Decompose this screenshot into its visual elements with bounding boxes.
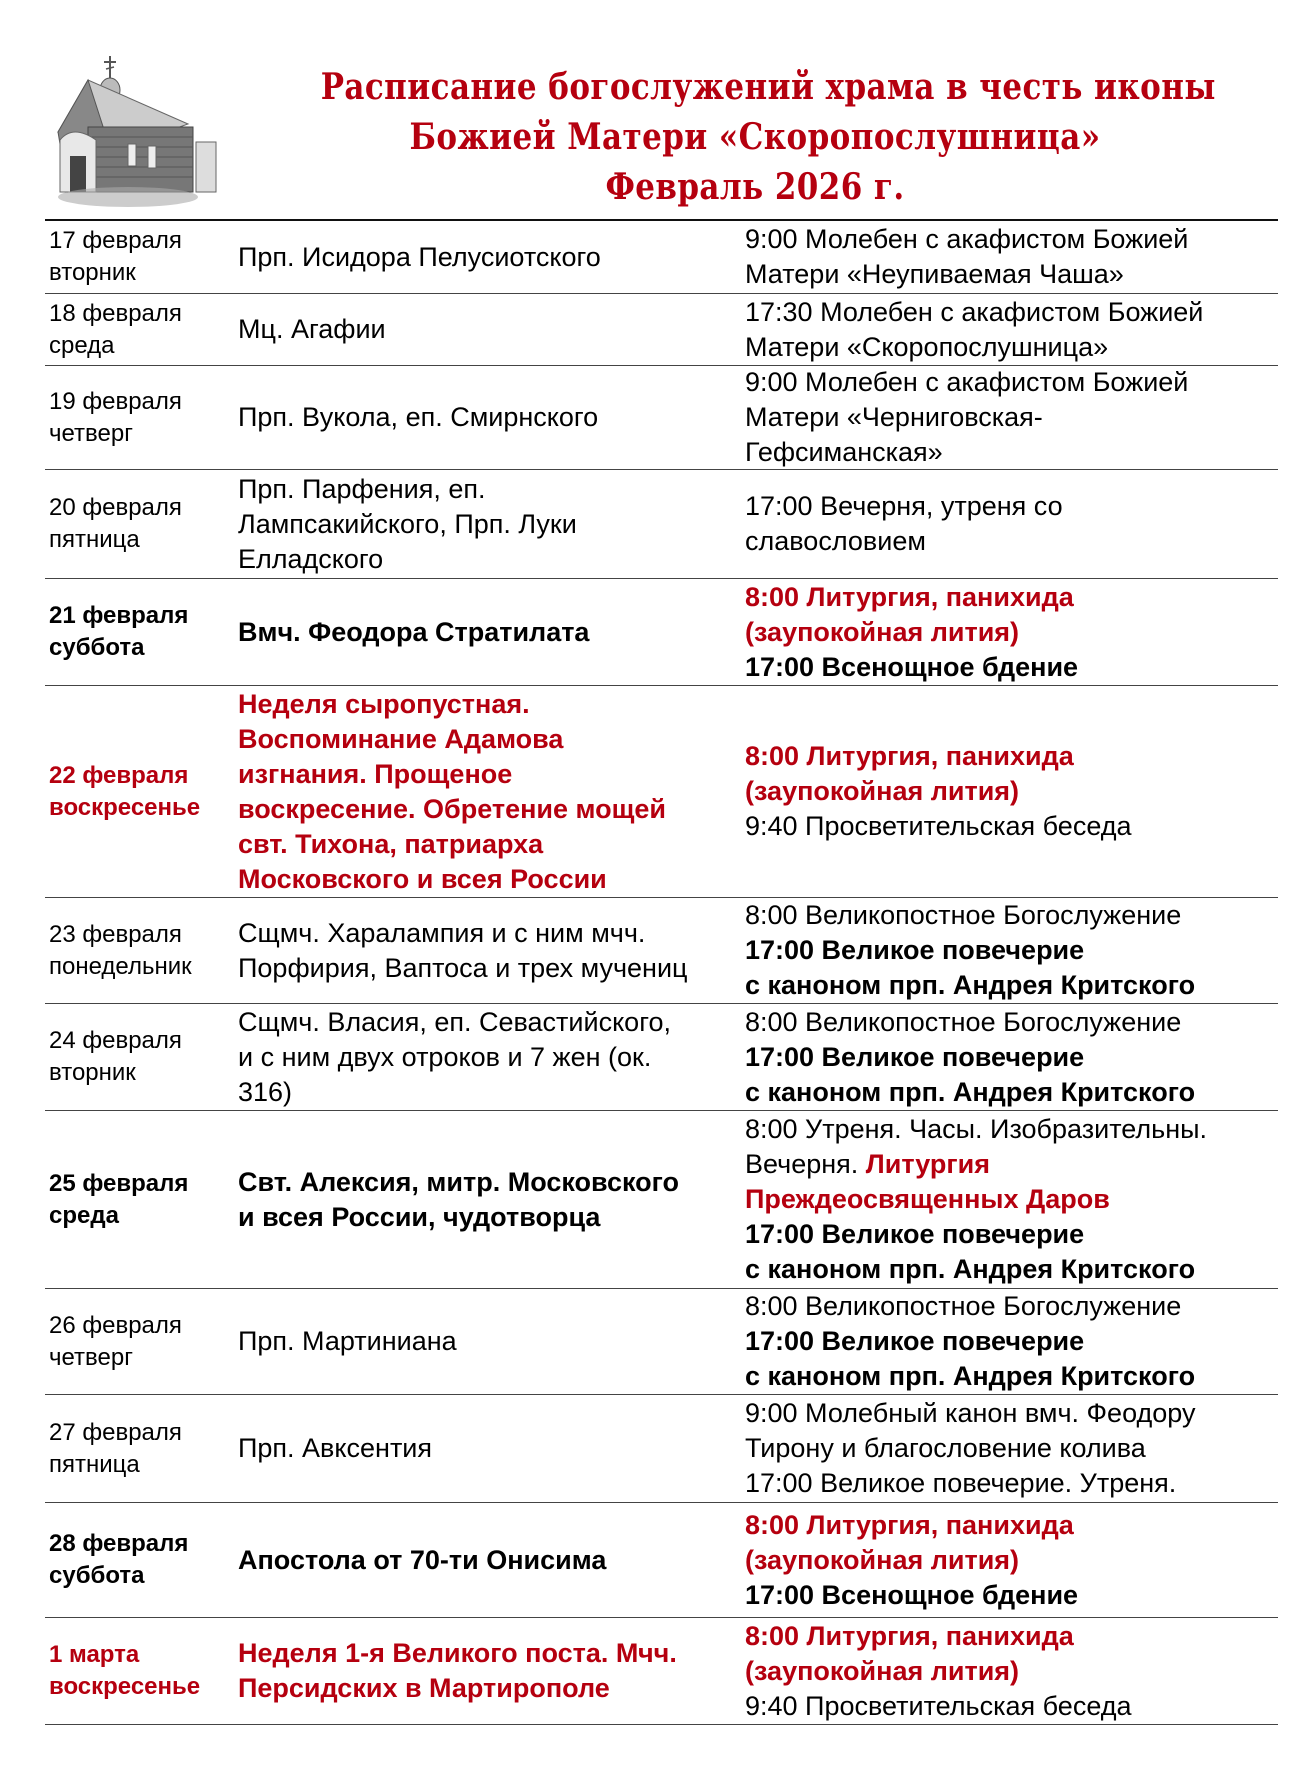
service-line <box>745 1252 1275 1287</box>
service-line <box>745 1619 1275 1654</box>
service-line <box>745 400 1275 435</box>
service-line <box>745 580 1275 615</box>
date-cell <box>49 898 234 1003</box>
service-line <box>745 1217 1275 1252</box>
date-label: 17 февраля <box>49 227 182 254</box>
services-cell <box>745 470 1275 578</box>
service-text: Матери «Неупиваемая Чаша» <box>745 259 1124 289</box>
service-text: 17:30 Молебен с акафистом Божией <box>745 296 1204 327</box>
commemoration-cell <box>238 294 738 365</box>
date-cell <box>49 1618 234 1724</box>
commemoration-line: Прп. Парфения, еп. <box>238 473 486 504</box>
weekday-label: среда <box>49 1201 119 1229</box>
service-line <box>745 1289 1275 1324</box>
date-label: 19 февраля <box>49 387 182 415</box>
service-text: 17:00 Великое повечерие. Утреня. <box>745 1468 1177 1498</box>
date-cell <box>49 1111 234 1288</box>
service-line <box>745 1040 1275 1075</box>
date-cell <box>49 1503 234 1617</box>
commemoration-line: Сщмч. Власия, еп. Севастийского, <box>238 1006 671 1037</box>
service-text: (заупокойная лития) <box>745 1544 1020 1575</box>
commemoration-cell <box>238 1111 738 1288</box>
service-line <box>745 739 1275 774</box>
weekday-label: понедельник <box>49 952 192 980</box>
service-line <box>745 1075 1275 1110</box>
table-row <box>45 1004 1278 1111</box>
church-illustration <box>48 52 228 212</box>
weekday-label: пятница <box>49 1450 140 1478</box>
commemoration-line: Неделя сыропустная. <box>238 688 530 719</box>
date-cell <box>49 1289 234 1394</box>
table-row <box>45 579 1278 686</box>
commemoration-line: Сщмч. Харалампия и с ним мчч. <box>238 917 646 948</box>
service-text: Матери «Черниговская- <box>745 402 1043 432</box>
commemoration-cell <box>238 1618 738 1724</box>
services-cell <box>745 294 1275 365</box>
service-line <box>745 1396 1275 1431</box>
page-title <box>320 62 1216 212</box>
service-text: 8:00 Литургия, панихида <box>745 1509 1074 1540</box>
weekday-label: вторник <box>49 259 136 286</box>
service-line <box>745 524 1275 559</box>
commemoration-cell <box>238 366 738 469</box>
services-cell <box>745 1289 1275 1394</box>
title-line: Божией Матери «Скоропослушница» <box>409 116 1101 158</box>
service-text: с каноном прп. Андрея Критского <box>745 970 1196 1000</box>
service-text: Тирону и благословение колива <box>745 1433 1146 1463</box>
service-text-highlight: Литургия <box>865 1149 990 1179</box>
service-line <box>745 1578 1275 1613</box>
commemoration-line: Порфирия, Ваптоса и трех мучениц <box>238 952 688 983</box>
commemoration-line: Прп. Вукола, еп. Смирнского <box>238 402 599 432</box>
date-cell <box>49 470 234 578</box>
service-text: 17:00 Всенощное бдение <box>745 1579 1079 1610</box>
service-line <box>745 295 1275 330</box>
service-text: (заупокойная лития) <box>745 616 1020 647</box>
service-text: 17:00 Вечерня, утреня со <box>745 491 1063 521</box>
service-line <box>745 489 1275 524</box>
commemoration-line: Прп. Мартиниана <box>238 1326 457 1356</box>
service-line <box>745 650 1275 685</box>
title-line: Февраль 2026 г. <box>605 166 905 208</box>
service-line <box>745 1005 1275 1040</box>
page-header <box>0 0 1314 219</box>
service-line <box>745 1359 1275 1394</box>
weekday-label: четверг <box>49 1343 133 1371</box>
service-line <box>745 1543 1275 1578</box>
services-cell <box>745 1395 1275 1502</box>
date-label: 18 февраля <box>49 299 182 327</box>
service-line <box>745 809 1275 844</box>
commemoration-line: и всея России, чудотворца <box>238 1201 601 1232</box>
service-text: 8:00 Великопостное Богослужение <box>745 1291 1182 1321</box>
service-text: с каноном прп. Андрея Критского <box>745 1361 1196 1391</box>
services-cell <box>745 579 1275 685</box>
date-label: 22 февраля <box>49 761 189 789</box>
date-cell <box>49 1004 234 1110</box>
weekday-label: пятница <box>49 526 140 553</box>
weekday-label: вторник <box>49 1059 136 1086</box>
service-line <box>745 898 1275 933</box>
service-text: 8:00 Литургия, панихида <box>745 741 1074 771</box>
service-line <box>745 774 1275 809</box>
services-cell <box>745 686 1275 897</box>
table-row <box>45 1503 1278 1618</box>
service-text: 9:00 Молебен с акафистом Божией <box>745 367 1189 397</box>
service-text: 17:00 Всенощное бдение <box>745 651 1079 682</box>
table-row <box>45 221 1278 294</box>
service-text: 9:40 Просветительская беседа <box>745 811 1132 841</box>
table-row <box>45 1111 1278 1289</box>
commemoration-cell <box>238 221 738 293</box>
date-label: 26 февраля <box>49 1311 182 1339</box>
service-text: 9:00 Молебный канон вмч. Феодору <box>745 1398 1196 1428</box>
commemoration-line: 316) <box>238 1076 293 1107</box>
commemoration-line: и с ним двух отроков и 7 жен (ок. <box>238 1041 652 1072</box>
service-line <box>745 1654 1275 1689</box>
table-row <box>45 1618 1278 1725</box>
table-row <box>45 470 1278 579</box>
services-cell <box>745 221 1275 293</box>
service-line <box>745 968 1275 1003</box>
weekday-label: воскресенье <box>49 793 201 821</box>
service-text: 17:00 Великое повечерие <box>745 1326 1085 1356</box>
services-cell <box>745 366 1275 469</box>
date-label: 24 февраля <box>49 1027 182 1054</box>
table-row <box>45 686 1278 898</box>
weekday-label: четверг <box>49 419 133 447</box>
commemoration-line: Персидских в Мартирополе <box>238 1673 610 1703</box>
commemoration-line: Прп. Авксентия <box>238 1433 433 1463</box>
service-text: 8:00 Великопостное Богослужение <box>745 1006 1182 1037</box>
date-label: 27 февраля <box>49 1418 182 1446</box>
service-text: славословием <box>745 526 926 556</box>
service-line <box>745 1182 1275 1217</box>
service-text: с каноном прп. Андрея Критского <box>745 1076 1196 1107</box>
table-row <box>45 294 1278 366</box>
commemoration-cell <box>238 898 738 1003</box>
date-cell <box>49 1395 234 1502</box>
service-text: 8:00 Утреня. Часы. Изобразительны. <box>745 1114 1208 1144</box>
service-text: 17:00 Великое повечерие <box>745 935 1085 965</box>
commemoration-line: Вмч. Феодора Стратилата <box>238 616 590 647</box>
commemoration-cell <box>238 1503 738 1617</box>
commemoration-line: изгнания. Прощеное <box>238 758 513 789</box>
services-cell <box>745 1004 1275 1110</box>
service-line <box>745 330 1275 365</box>
service-line <box>745 1431 1275 1466</box>
commemoration-cell <box>238 1395 738 1502</box>
date-cell <box>49 366 234 469</box>
service-text: 9:40 Просветительская беседа <box>745 1690 1132 1721</box>
date-cell <box>49 294 234 365</box>
service-text: (заупокойная лития) <box>745 776 1020 806</box>
date-label: 1 марта <box>49 1641 140 1668</box>
service-line <box>745 1508 1275 1543</box>
commemoration-line: Елладского <box>238 543 384 574</box>
service-text: Матери «Скоропослушница» <box>745 331 1109 362</box>
date-cell <box>49 579 234 685</box>
table-row <box>45 898 1278 1004</box>
commemoration-line: Свт. Алексия, митр. Московского <box>238 1166 679 1197</box>
commemoration-line: Неделя 1-я Великого поста. Мчч. <box>238 1638 677 1668</box>
service-line <box>745 1466 1275 1501</box>
services-cell <box>745 1111 1275 1288</box>
service-line <box>745 365 1275 400</box>
weekday-label: суббота <box>49 1562 145 1589</box>
date-cell <box>49 686 234 897</box>
services-cell <box>745 898 1275 1003</box>
service-text: Преждеосвященных Даров <box>745 1184 1110 1214</box>
service-line <box>745 257 1275 292</box>
service-line <box>745 1324 1275 1359</box>
commemoration-cell <box>238 579 738 685</box>
table-row <box>45 1395 1278 1503</box>
services-cell <box>745 1503 1275 1617</box>
service-line <box>745 615 1275 650</box>
commemoration-cell <box>238 1289 738 1394</box>
service-text: 17:00 Великое повечерие <box>745 1041 1085 1072</box>
commemoration-line: Лампсакийского, Прп. Луки <box>238 508 577 539</box>
service-line <box>745 435 1275 470</box>
service-line <box>745 1112 1275 1147</box>
date-label: 23 февраля <box>49 920 182 948</box>
date-label: 21 февраля <box>49 602 189 629</box>
commemoration-line: Мц. Агафии <box>238 314 386 344</box>
service-line <box>745 933 1275 968</box>
commemoration-cell <box>238 1004 738 1110</box>
service-text: с каноном прп. Андрея Критского <box>745 1254 1196 1284</box>
service-text: Гефсиманская» <box>745 437 943 467</box>
date-cell <box>49 221 234 293</box>
commemoration-cell <box>238 470 738 578</box>
commemoration-line: свт. Тихона, патриарха <box>238 828 544 859</box>
service-text: 8:00 Литургия, панихида <box>745 1620 1074 1651</box>
weekday-label: среда <box>49 331 115 359</box>
service-line <box>745 1689 1275 1724</box>
service-text: 8:00 Литургия, панихида <box>745 581 1074 612</box>
commemoration-line: Прп. Исидора Пелусиотского <box>238 241 601 272</box>
date-label: 20 февраля <box>49 494 182 521</box>
date-label: 28 февраля <box>49 1530 189 1557</box>
table-row <box>45 1289 1278 1395</box>
service-line <box>745 222 1275 257</box>
title-line: Расписание богослужений храма в честь иконы <box>320 66 1216 108</box>
service-text: Вечерня. <box>745 1149 859 1179</box>
commemoration-line: Апостола от 70-ти Онисима <box>238 1544 607 1575</box>
service-text: 9:00 Молебен с акафистом Божией <box>745 224 1189 254</box>
service-text: 8:00 Великопостное Богослужение <box>745 900 1182 930</box>
weekday-label: суббота <box>49 634 145 661</box>
weekday-label: воскресенье <box>49 1673 201 1700</box>
services-cell <box>745 1618 1275 1724</box>
schedule-table <box>45 219 1278 1721</box>
service-text: (заупокойная лития) <box>745 1655 1020 1686</box>
commemoration-line: Воспоминание Адамова <box>238 723 564 754</box>
commemoration-cell <box>238 686 738 897</box>
table-row <box>45 366 1278 470</box>
commemoration-line: воскресение. Обретение мощей <box>238 793 667 824</box>
commemoration-line: Московского и всея России <box>238 863 607 894</box>
date-label: 25 февраля <box>49 1169 189 1197</box>
service-line <box>745 1147 1275 1182</box>
service-text: 17:00 Великое повечерие <box>745 1219 1085 1249</box>
